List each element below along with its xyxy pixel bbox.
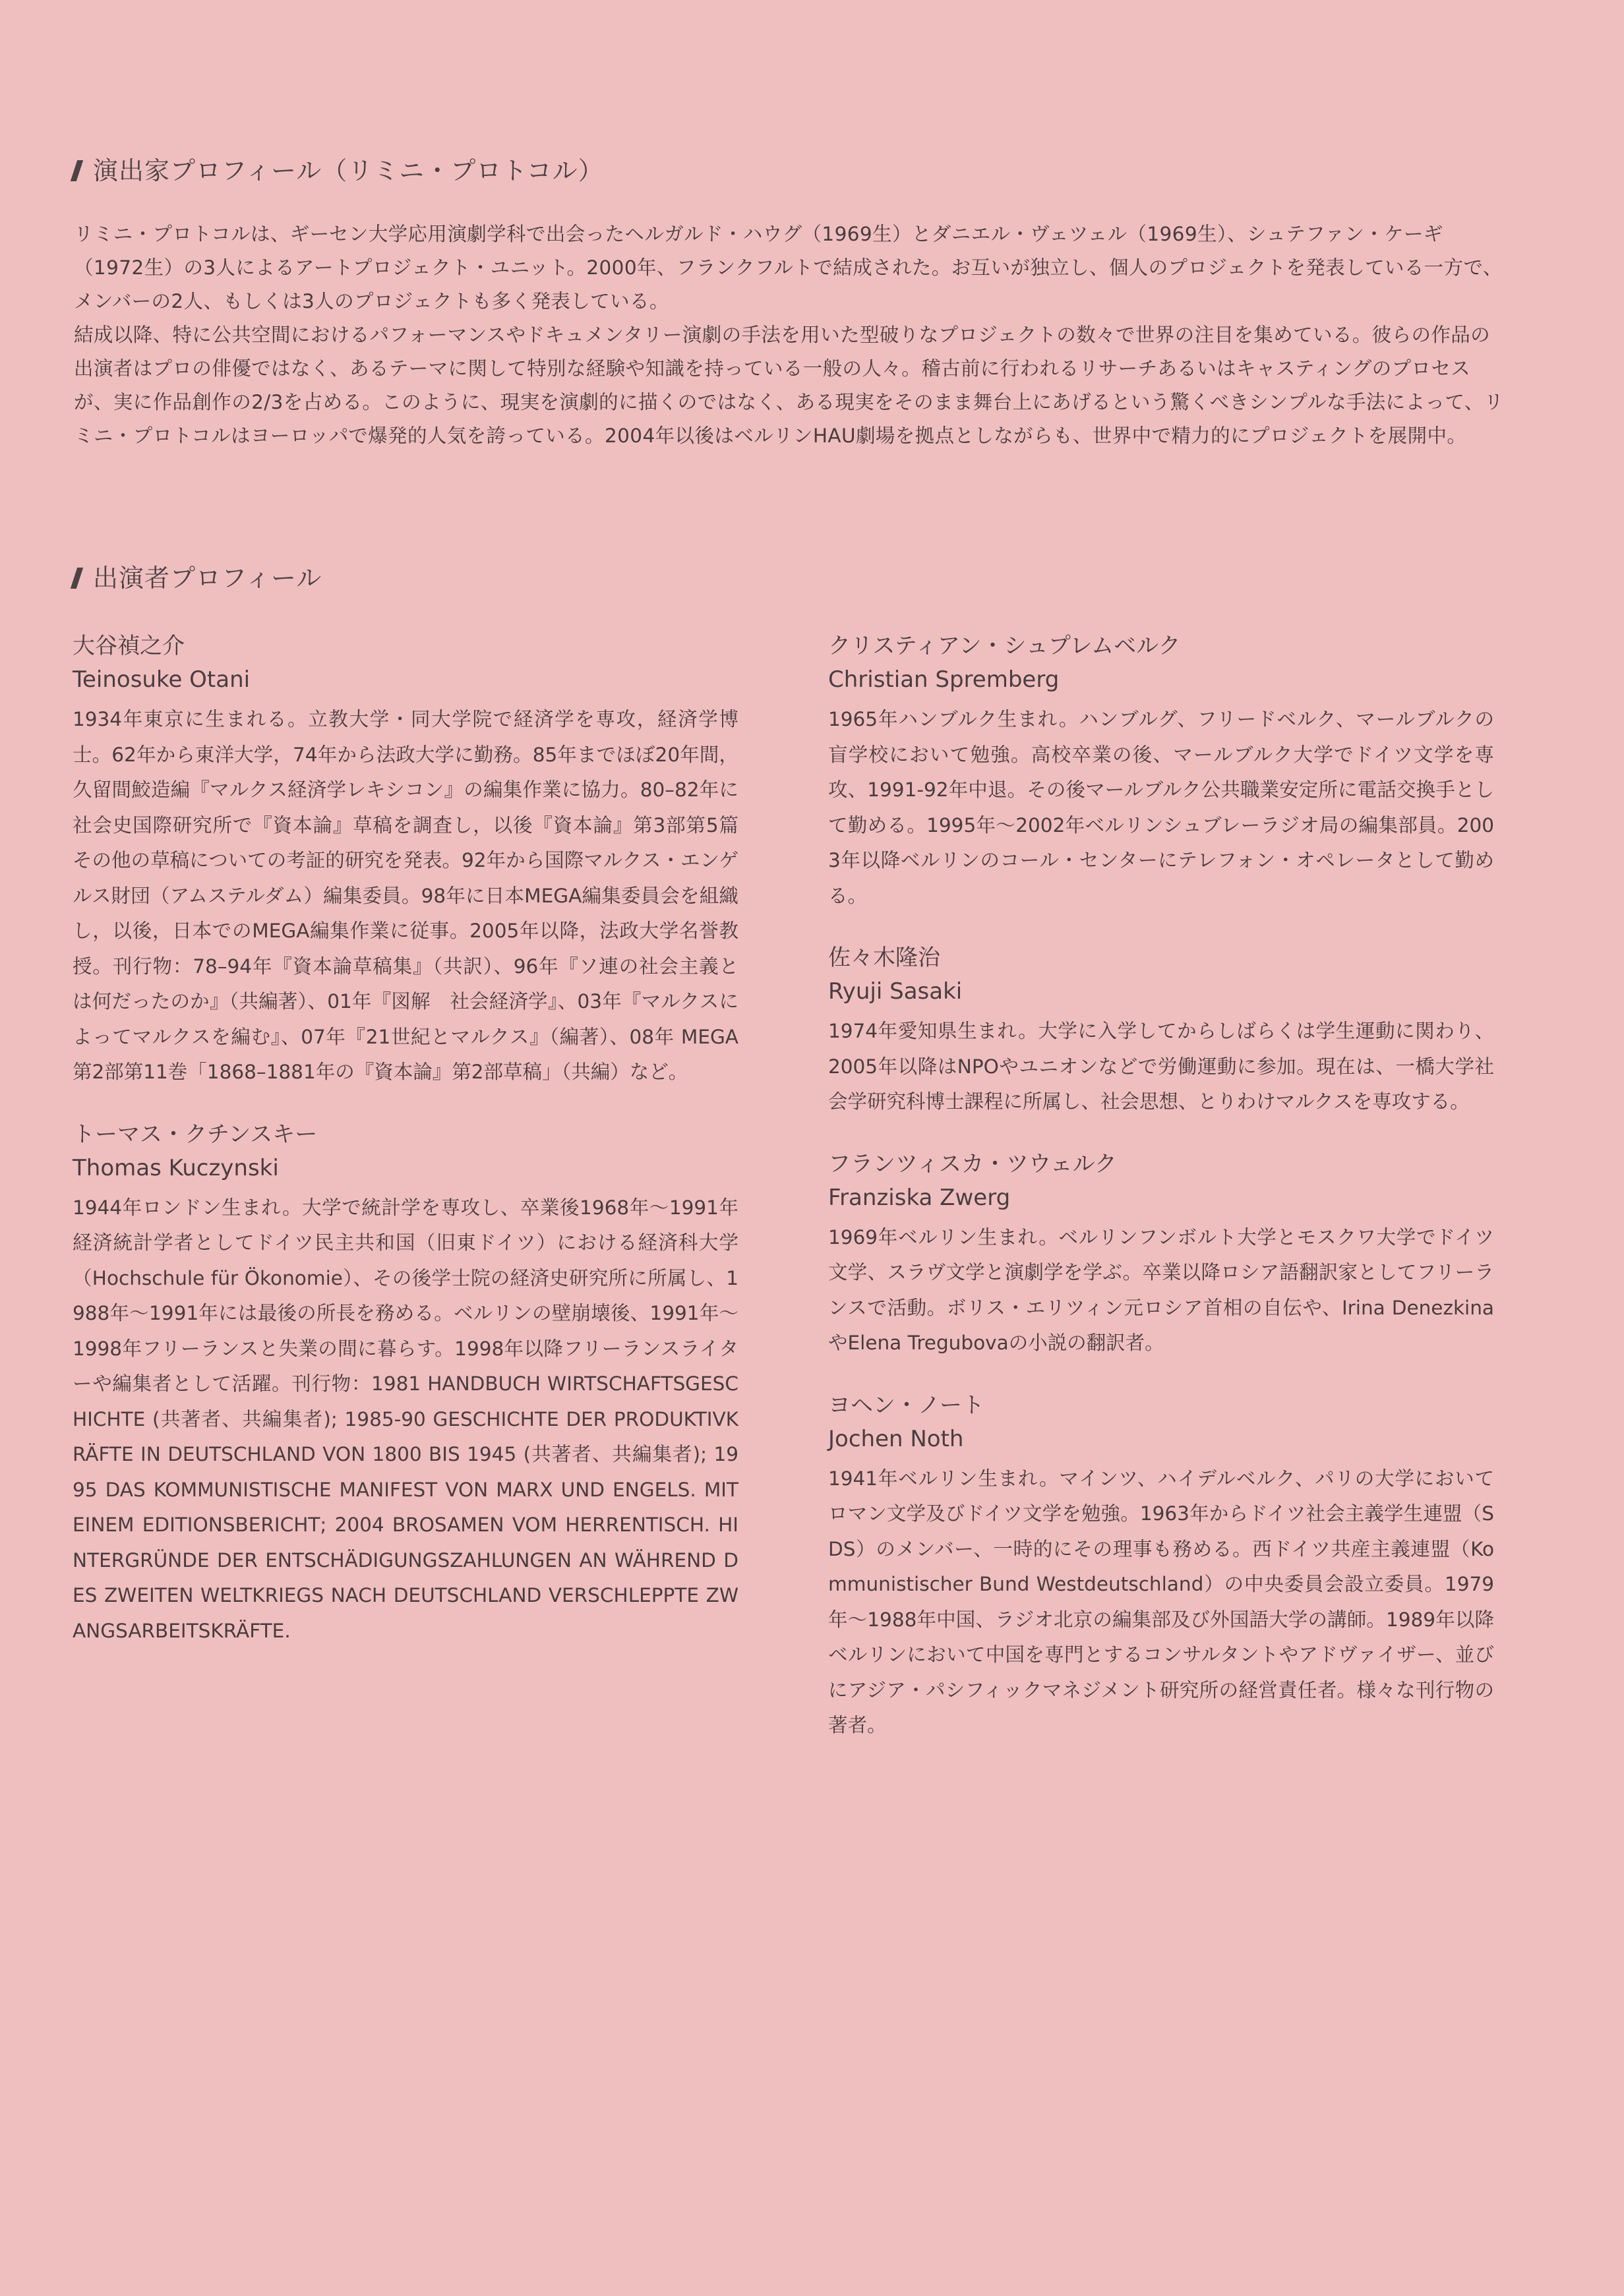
director-profile-heading-text: 演出家プロフィール（リミニ・プロトコル）	[93, 156, 604, 185]
performer-profile	[828, 1148, 1494, 1361]
performer-bio: 1944年ロンドン生まれ。大学で統計学を専攻し、卒業後1968年～1991年経済統計学者としてドイツ民主共和国（旧東ドイツ）における経済科大学（Hochschule für Ökonomie）、その後学士院の経済史研究所に所属し、1988年～1991年には最後の所長を務める。ベルリンの壁崩壊後、1991年～1998年フリーランスと失業の間に暮らす。1998年以降フリーランスライターや編集者として活躍。刊行物：1981 HANDBUCH WIRTSCHAFTSGESCHICHTE (共著者、共編集者); 1985-90 GESCHICHTE DER PRODUKTIVKRÄFTE IN DEUTSCHLAND VON 1800 BIS 1945 (共著者、共編集者); 1995 DAS KOMMUNISTISCHE MANIFEST VON MARX UND ENGELS. MIT EINEM EDITIONSBERICHT; 2004 BROSAMEN VOM HERRENTISCH. HINTERGRÜNDE DER ENTSCHÄDIGUNGSZAHLUNGEN AN WÄHREND DES ZWEITEN WELTKRIEGS NACH DEUTSCHLAND VERSCHLEPPTE ZWANGSARBEITSKRÄFTE.	[73, 1196, 738, 1642]
performer-name-en: Teinosuke Otani	[73, 666, 251, 693]
slash-icon	[71, 160, 83, 181]
performers-profile-heading-text: 出演者プロフィール	[93, 564, 322, 593]
performer-bio: 1934年東京に生まれる。立教大学・同大学院で経済学を専攻，経済学博士。62年から東洋大学，74年から法政大学に勤務。85年までほぼ20年間，久留間鮫造編『マルクス経済学レキシコン』の編集作業に協力。80–82年に社会史国際研究所で『資本論』草稿を調査し，以後『資本論』第3部第5篇その他の草稿についての考証的研究を発表。92年から国際マルクス・エンゲルス財団（アムステルダム）編集委員。98年に日本MEGA編集委員会を組織し，以後，日本でのMEGA編集作業に従事。2005年以降，法政大学名誉教授。刊行物：78–94年『資本論草稿集』（共訳）、96年『ソ連の社会主義とは何だったのか』（共編著）、01年『図解 社会経済学』、03年『マルクスによってマルクスを編む』、07年『21世紀とマルクス』（編著）、08年 MEGA第2部第11巻「1868–1881年の『資本論』第2部草稿」（共編）など。	[73, 708, 738, 1083]
director-profile-body	[74, 218, 1505, 453]
performer-name-ja: 佐々木隆治	[828, 945, 940, 971]
performer-name-en: Christian Spremberg	[828, 666, 1060, 693]
performer-profile	[73, 1118, 738, 1649]
performers-right-column	[828, 630, 1494, 1771]
performer-name-en: Jochen Noth	[828, 1425, 964, 1452]
performers-left-column	[73, 630, 738, 1676]
performer-name-en: Thomas Kuczynski	[73, 1154, 279, 1181]
performer-name-en: Ryuji Sasaki	[828, 978, 963, 1005]
performer-profile	[828, 941, 1494, 1120]
performer-name-ja: トーマス・クチンスキー	[73, 1121, 318, 1148]
performers-profile-heading	[74, 558, 322, 594]
performer-profile	[828, 1389, 1494, 1744]
performer-bio: 1965年ハンブルク生まれ。ハンブルグ、フリードベルク、マールブルクの盲学校において勉強。高校卒業の後、マールブルク大学でドイツ文学を専攻、1991-92年中退。その後マールブルク公共職業安定所に電話交換手として勤める。1995年～2002年ベルリンシュブレーラジオ局の編集部員。2003年以降ベルリンのコール・センターにテレフォン・オペレータとして勤める。	[828, 708, 1494, 907]
performer-name-ja: クリスティアン・シュプレムベルク	[828, 633, 1181, 659]
performer-bio: 1974年愛知県生まれ。大学に入学してからしばらくは学生運動に関わり、2005年以降はNPOやユニオンなどで労働運動に参加。現在は、一橋大学社会学研究科博士課程に所属し、社会思想、とりわけマルクスを専攻する。	[828, 1020, 1494, 1113]
director-profile-heading	[74, 150, 604, 187]
director-profile-paragraph: 結成以降、特に公共空間におけるパフォーマンスやドキュメンタリー演劇の手法を用いた型破りなプロジェクトの数々で世界の注目を集めている。彼らの作品の出演者はプロの俳優ではなく、あるテーマに関して特別な経験や知識を持っている一般の人々。稽古前に行われるリサーチあるいはキャスティングのプロセスが、実に作品創作の2/3を占める。このように、現実を演劇的に描くのではなく、ある現実をそのまま舞台上にあげるという驚くべきシンプルな手法によって、リミニ・プロトコルはヨーロッパで爆発的人気を誇っている。2004年以後はベルリンHAU劇場を拠点としながらも、世界中で精力的にプロジェクトを展開中。	[74, 324, 1504, 447]
performer-bio: 1969年ベルリン生まれ。ベルリンフンボルト大学とモスクワ大学でドイツ文学、スラヴ文学と演劇学を学ぶ。卒業以降ロシア語翻訳家としてフリーランスで活動。ボリス・エリツィン元ロシア首相の自伝や、Irina DenezkinaやElena Tregubovaの小説の翻訳者。	[828, 1225, 1494, 1354]
performer-name-en: Franziska Zwerg	[828, 1184, 1011, 1211]
performer-name-ja: フランツィスカ・ツウェルク	[828, 1150, 1117, 1177]
performer-bio: 1941年ベルリン生まれ。マインツ、ハイデルベルク、パリの大学においてロマン文学及びドイツ文学を勉強。1963年からドイツ社会主義学生連盟（SDS）のメンバー、一時的にその理事も務める。西ドイツ共産主義連盟（Kommunistischer Bund Westdeutschland）の中央委員会設立委員。1979年～1988年中国、ラジオ北京の編集部及び外国語大学の講師。1989年以降ベルリンにおいて中国を専門とするコンサルタントやアドヴァイザー、並びにアジア・パシフィックマネジメント研究所の経営責任者。様々な刊行物の著者。	[828, 1467, 1494, 1736]
director-profile-paragraph: リミニ・プロトコルは、ギーセン大学応用演劇学科で出会ったヘルガルド・ハウグ（1969生）とダニエル・ヴェツェル（1969生）、シュテファン・ケーギ（1972生）の3人によるアートプロジェクト・ユニット。2000年、フランクフルトで結成された。お互いが独立し、個人のプロジェクトを発表している一方で、メンバーの2人、もしくは3人のプロジェクトも多く発表している。	[74, 223, 1503, 312]
performer-profile	[828, 630, 1494, 914]
performer-profile	[73, 630, 738, 1090]
performer-name-ja: 大谷禎之介	[73, 633, 185, 659]
slash-icon	[71, 568, 83, 589]
performer-name-ja: ヨヘン・ノート	[828, 1392, 984, 1419]
